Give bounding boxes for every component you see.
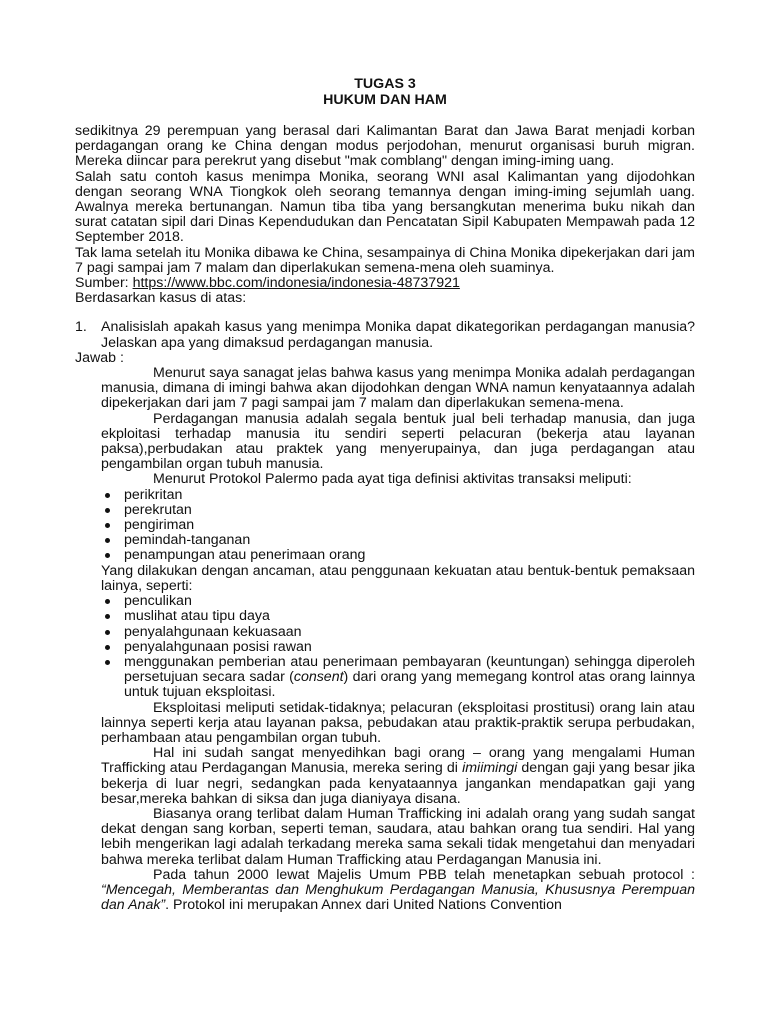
bullet-icon — [105, 493, 110, 498]
source-link[interactable]: https://www.bbc.com/indonesia/indonesia-48737921 — [132, 275, 460, 292]
list-item: penyalahgunaan posisi rawan — [101, 640, 695, 655]
list-item: penampungan atau penerimaan orang — [101, 548, 695, 563]
list-item: muslihat atau tipu daya — [101, 609, 695, 624]
list-item: penculikan — [101, 594, 695, 609]
document-title — [75, 76, 695, 108]
intro-paragraph-4: Berdasarkan kasus di atas: — [75, 290, 247, 307]
bullet-icon — [105, 645, 110, 650]
answer-paragraph-5: Eksploitasi meliputi setidak-tidaknya; pelacuran (eksploitasi prostitusi) orang lain atau lainnya seperti kerja atau layanan paksa, pebudakan atau praktik-praktik serupa perbudakan, perhambaan atau pengambilan organ tubuh. — [101, 699, 695, 746]
bullet-icon — [105, 630, 110, 635]
answer-body-2 — [75, 564, 695, 594]
intro-paragraph-3: Tak lama setelah itu Monika dibawa ke China, sesampainya di China Monika dipekerjakan dari jam 7 pagi sampai jam 7 malam dan diperlakukan semena-mena oleh suaminya. — [75, 244, 695, 276]
coercion-list — [75, 594, 695, 700]
bullet-icon — [105, 523, 110, 528]
source-label: Sumber: — [75, 275, 133, 292]
answer-body — [75, 366, 695, 488]
answer-paragraph-1: Menurut saya sanagat jelas bahwa kasus yang menimpa Monika adalah perdagangan manusia, dimana di imingi bahwa akan dijodohkan dengan WNA namun kenyataannya adalah dipekerjakan dari jam 7 pagi sampai jam 7 malam dan diperlakukan semena-mena. — [101, 365, 695, 412]
list-item: perekrutan — [101, 503, 695, 518]
answer-paragraph-7: Biasanya orang terlibat dalam Human Trafficking ini adalah orang yang sudah sangat dekat dengan sang korban, seperti teman, saudara, atau bahkan orang tua sendiri. Hal yang lebih mengerikan lagi adalah terkadang mereka sama sekali tidak mengetahui dan menyadari bahwa mereka terlibat dalam Human Trafficking atau Perdagangan Manusia ini. — [101, 805, 695, 868]
bullet-icon — [105, 614, 110, 619]
answer-paragraph-4: Yang dilakukan dengan ancaman, atau penggunaan kekuatan atau bentuk-bentuk pemaksaan lainya, seperti: — [101, 562, 695, 594]
answer-paragraph-3: Menurut Protokol Palermo pada ayat tiga definisi aktivitas transaksi meliputi: — [153, 471, 632, 488]
intro-paragraph-1: sedikitnya 29 perempuan yang berasal dari Kalimantan Barat dan Jawa Barat menjadi korban perdagangan orang ke China dengan modus perjodohan, menurut organisasi buruh migran. Mereka diincar para perekrut yang disebut "mak comblang" dengan iming-iming uang. — [75, 123, 695, 170]
answer-paragraph-2: Perdagangan manusia adalah segala bentuk jual beli terhadap manusia, dan juga ekploitasi terhadap manusia itu sendiri seperti pelacuran (bekerja atau layanan paksa),perbudakan atau praktek yang menyerupainya, dan juga perdagangan atau pengambilan organ tubuh manusia. — [101, 410, 695, 473]
bullet-icon — [105, 660, 110, 665]
intro-section — [75, 124, 695, 306]
answer-paragraph-8: Pada tahun 2000 lewat Majelis Umum PBB telah menetapkan sebuah protocol : “Mencegah, Memberantas dan Menghukum Perdagangan Manusia, Khususnya Perempuan dan Anak”. Protokol ini merupakan Annex dari United Nations Convention — [101, 866, 695, 914]
bullet-icon — [105, 553, 110, 558]
bullet-icon — [105, 599, 110, 604]
answer-label: Jawab : — [75, 349, 124, 366]
question-number: 1. — [75, 319, 87, 336]
bullet-icon — [105, 538, 110, 543]
title-line-2: HUKUM DAN HAM — [323, 92, 447, 108]
title-line-1: TUGAS 3 — [354, 76, 416, 92]
list-item: perikritan — [101, 488, 695, 503]
list-item: menggunakan pemberian atau penerimaan pembayaran (keuntungan) sehingga diperoleh persetujuan secara sadar (consent) dari orang yang memegang kontrol atas orang lainnya untuk tujuan eksploitasi. — [101, 655, 695, 701]
list-item: penyalahgunaan kekuasaan — [101, 625, 695, 640]
list-item: pemindah-tanganan — [101, 533, 695, 548]
question-1 — [75, 320, 695, 350]
document-body — [75, 76, 695, 913]
source-line — [75, 276, 695, 291]
answer-body-3 — [75, 701, 695, 914]
bullet-icon — [105, 508, 110, 513]
intro-paragraph-2: Salah satu contoh kasus menimpa Monika, seorang WNI asal Kalimantan yang dijodohkan dengan seorang WNA Tiongkok oleh seorang temannya dengan iming-iming sejumlah uang. Awalnya mereka bertunangan. Namun tiba tiba yang bersangkutan menerima buku nikah dan surat catatan sipil dari Dinas Kependudukan dan Pencatatan Sipil Kabupaten Mempawah pada 12 September 2018. — [75, 168, 695, 246]
list-item: pengiriman — [101, 518, 695, 533]
activity-list — [75, 488, 695, 564]
answer-paragraph-6: Hal ini sudah sangat menyedihkan bagi orang – orang yang mengalami Human Trafficking atau Perdagangan Manusia, mereka sering di imiimingi dengan gaji yang besar jika bekerja di luar negri, sedangkan pada kenyataannya jangankan mendapatkan gaji yang besar,mereka bahkan di siksa dan juga dianiyaya disana. — [101, 745, 695, 807]
question-text: Analisislah apakah kasus yang menimpa Monika dapat dikategorikan perdagangan manusia? Jelaskan apa yang dimaksud perdagangan manusia. — [101, 319, 695, 351]
